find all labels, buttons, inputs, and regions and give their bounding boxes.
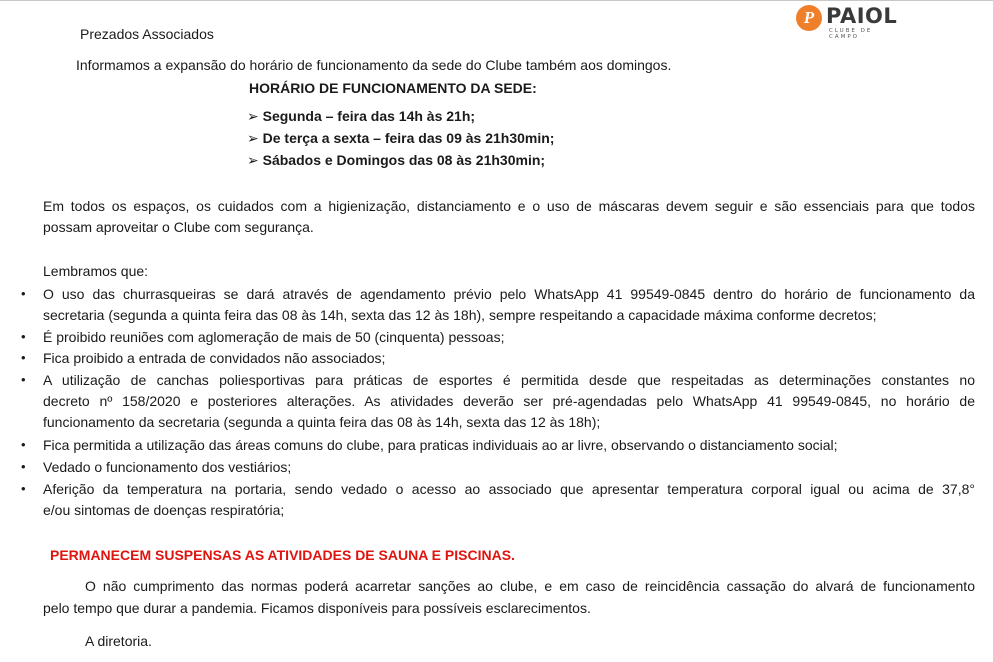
care-text-line: Em todos os espaços, os cuidados com a higienização, distanciamento e o uso de máscaras devem seguir e são essenciais para que todos [43, 198, 975, 214]
care-text-line: possam aproveitar o Clube com segurança. [43, 219, 314, 235]
reminder-item-line: O uso das churrasqueiras se dará através de agendamento prévio pelo WhatsApp 41 99549-0845 dentro do horário de funcionamento da [43, 286, 975, 302]
bullet-dot-icon: • [21, 459, 26, 474]
bullet-dot-icon: • [21, 481, 26, 496]
paiol-logo-mark-icon [796, 5, 822, 31]
bullet-dot-icon: • [21, 372, 26, 387]
hours-item-text: De terça a sexta – feira das 09 às 21h30min; [262, 130, 555, 146]
hours-item [247, 130, 554, 147]
arrow-bullet-icon: ➢ [247, 152, 259, 168]
reminder-item-line: funcionamento da secretaria (segunda a quinta feira das 08 às 14h, sexta das 12 às 18h); [43, 414, 601, 430]
reminder-item-line: Fica proibido a entrada de convidados não associados; [43, 350, 386, 366]
reminder-item-line: Fica permitida a utilização das áreas comuns do clube, para praticas individuais ao ar livre, observando o distanciamento social; [43, 437, 838, 453]
reminder-lead: Lembramos que: [43, 263, 149, 279]
greeting: Prezados Associados [80, 26, 214, 42]
logo-name: PAIOL [826, 4, 898, 28]
paiol-logo [796, 3, 900, 40]
reminder-item-line: decreto nº 158/2020 e posteriores alterações. As atividades deverão ser pré-agendadas pelo WhatsApp 41 99549-0845, no horário de [43, 393, 975, 409]
reminder-item-line: Vedado o funcionamento dos vestiários; [43, 459, 292, 475]
bullet-dot-icon: • [21, 286, 26, 301]
hours-item [247, 152, 545, 169]
hours-item-text: Sábados e Domingos das 08 às 21h30min; [262, 152, 546, 168]
page-top-border [0, 0, 993, 1]
reminder-item-line: É proibido reuniões com aglomeração de mais de 50 (cinquenta) pessoas; [43, 329, 505, 345]
reminder-item-line: A utilização de canchas poliesportivas para práticas de esportes é permitida desde que respeitadas as determinações constantes no [43, 372, 975, 388]
bullet-dot-icon: • [21, 329, 26, 344]
intro-text: Informamos a expansão do horário de funcionamento da sede do Clube também aos domingos. [76, 57, 672, 73]
reminder-item-line: Aferição da temperatura na portaria, sendo vedado o acesso ao associado que apresentar temperatura corporal igual ou acima de 37,8° [43, 481, 975, 497]
arrow-bullet-icon: ➢ [247, 108, 259, 124]
suspended-notice: PERMANECEM SUSPENSAS AS ATIVIDADES DE SAUNA E PISCINAS. [50, 547, 515, 563]
closing-line: O não cumprimento das normas poderá acarretar sanções ao clube, e em caso de reincidência cassação do alvará de funcionamento [85, 578, 975, 594]
reminder-item-line: e/ou sintomas de doenças respiratória; [43, 502, 285, 518]
arrow-bullet-icon: ➢ [247, 130, 259, 146]
signature: A diretoria. [85, 633, 152, 649]
bullet-dot-icon: • [21, 350, 26, 365]
hours-item-text: Segunda – feira das 14h às 21h; [262, 108, 476, 124]
hours-title: HORÁRIO DE FUNCIONAMENTO DA SEDE: [249, 80, 537, 96]
reminder-item-line: secretaria (segunda a quinta feira das 08 às 14h, sexta das 12 às 18h), sempre respeitando a capacidade máxima conforme decretos; [43, 307, 877, 323]
logo-mark-letter: P [803, 8, 815, 27]
bullet-dot-icon: • [21, 437, 26, 452]
closing-line: pelo tempo que durar a pandemia. Ficamos disponíveis para possíveis esclarecimentos. [43, 600, 591, 616]
hours-item [247, 108, 475, 125]
logo-subtitle: CLUBE DE CAMPO [829, 28, 873, 40]
